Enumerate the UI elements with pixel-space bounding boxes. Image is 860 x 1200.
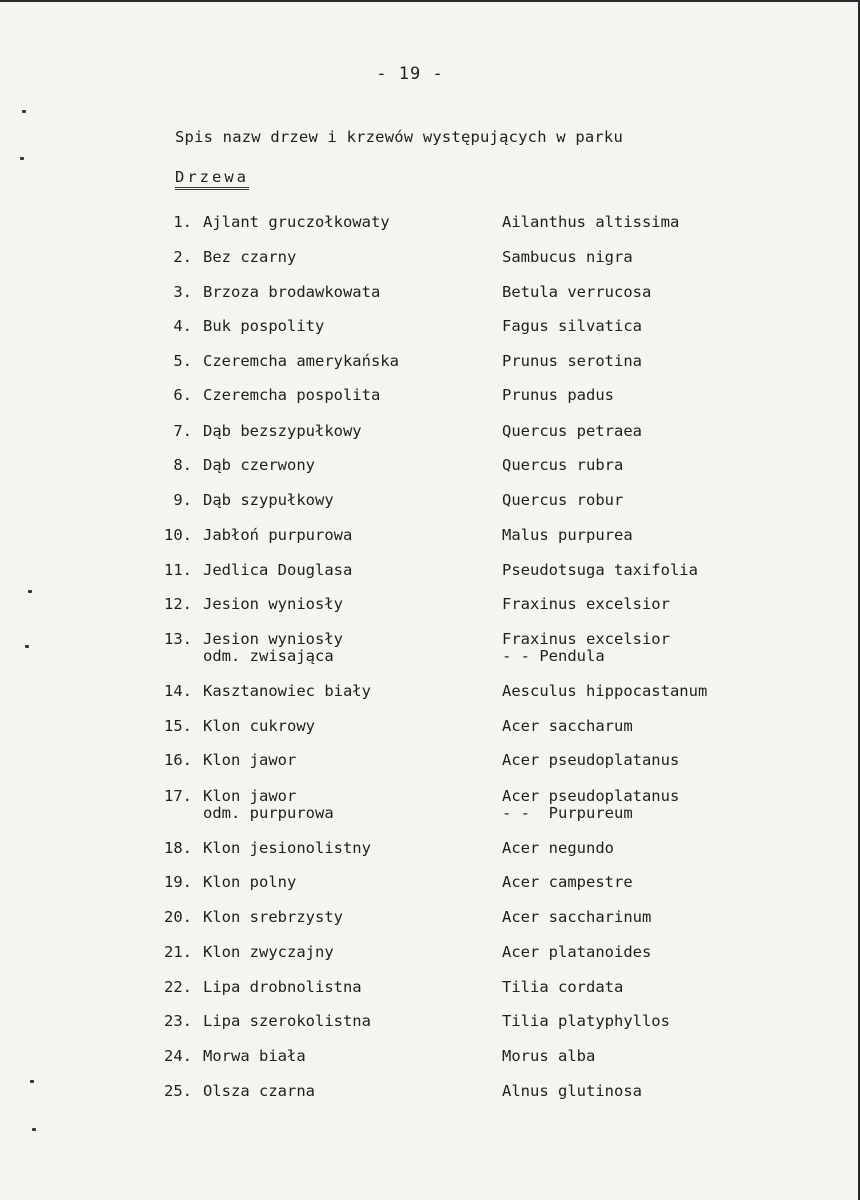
polish-name — [203, 214, 390, 231]
page-number: - 19 - — [376, 64, 444, 84]
polish-name — [203, 492, 334, 509]
polish-name-line: Klon jesionolistny — [203, 839, 371, 857]
polish-name-line: Buk pospolity — [203, 317, 325, 335]
latin-name — [502, 909, 651, 926]
latin-name-line: Quercus petraea — [502, 422, 642, 440]
latin-name-line: Acer pseudoplatanus — [502, 751, 680, 769]
polish-name — [203, 788, 334, 822]
latin-name — [502, 457, 623, 474]
latin-name-line: Prunus padus — [502, 386, 614, 404]
entry-number: 15. — [164, 717, 192, 735]
polish-name-line: Dąb szypułkowy — [203, 491, 334, 509]
latin-name — [502, 492, 623, 509]
latin-name-line: - - Purpureum — [502, 804, 633, 822]
latin-name — [502, 631, 670, 665]
latin-name-line: Acer pseudoplatanus — [502, 787, 680, 805]
latin-name — [502, 214, 679, 231]
polish-name — [203, 840, 371, 857]
polish-name-line: Klon polny — [203, 873, 297, 891]
latin-name — [502, 1048, 595, 1065]
polish-name-line: Klon zwyczajny — [203, 943, 334, 961]
latin-name — [502, 1013, 670, 1030]
latin-name-line: Quercus rubra — [502, 456, 624, 474]
entry-number: 23. — [164, 1012, 192, 1030]
entry-number: 7. — [173, 422, 192, 440]
entry-number: 10. — [164, 526, 192, 544]
latin-name — [502, 353, 642, 370]
polish-name — [203, 284, 380, 301]
polish-name-line: odm. purpurowa — [203, 804, 334, 822]
list-heading: Spis nazw drzew i krzewów występujących w parku — [175, 128, 623, 146]
latin-name — [502, 249, 633, 266]
polish-name-line: Jabłoń purpurowa — [203, 526, 353, 544]
latin-name-line: - - Pendula — [502, 647, 605, 665]
entry-number: 17. — [164, 787, 192, 805]
latin-name-line: Tilia platyphyllos — [502, 1012, 670, 1030]
latin-name — [502, 562, 698, 579]
polish-name — [203, 1048, 306, 1065]
latin-name — [502, 683, 707, 700]
polish-name-line: Jesion wyniosły — [203, 595, 343, 613]
latin-name-line: Pseudotsuga taxifolia — [502, 561, 698, 579]
polish-name — [203, 979, 362, 996]
latin-name-line: Sambucus nigra — [502, 248, 633, 266]
polish-name-line: Czeremcha amerykańska — [203, 352, 399, 370]
polish-name-line: Dąb bezszypułkowy — [203, 422, 362, 440]
polish-name — [203, 631, 343, 665]
latin-name — [502, 1083, 642, 1100]
entry-number: 16. — [164, 751, 192, 769]
latin-name-line: Fraxinus excelsior — [502, 595, 670, 613]
entry-number: 24. — [164, 1047, 192, 1065]
entry-number: 21. — [164, 943, 192, 961]
latin-name-line: Acer negundo — [502, 839, 614, 857]
section-label-trees: Drzewa — [175, 168, 249, 190]
entry-number: 12. — [164, 595, 192, 613]
latin-name — [502, 840, 614, 857]
polish-name-line: Brzoza brodawkowata — [203, 283, 381, 301]
latin-name-line: Malus purpurea — [502, 526, 633, 544]
polish-name — [203, 596, 343, 613]
polish-name — [203, 457, 315, 474]
polish-name — [203, 318, 324, 335]
polish-name — [203, 249, 296, 266]
latin-name-line: Acer saccharinum — [502, 908, 652, 926]
latin-name-line: Acer saccharum — [502, 717, 633, 735]
latin-name — [502, 284, 651, 301]
entry-number: 13. — [164, 630, 192, 648]
polish-name — [203, 718, 315, 735]
polish-name-line: Klon cukrowy — [203, 717, 315, 735]
polish-name — [203, 944, 334, 961]
polish-name-line: Lipa drobnolistna — [203, 978, 362, 996]
polish-name-line: Klon jawor — [203, 751, 297, 769]
polish-name-line: Olsza czarna — [203, 1082, 315, 1100]
latin-name — [502, 752, 679, 769]
polish-name-line: odm. zwisająca — [203, 647, 334, 665]
polish-name — [203, 909, 343, 926]
entry-number: 20. — [164, 908, 192, 926]
entry-number: 2. — [173, 248, 192, 266]
latin-name-line: Acer platanoides — [502, 943, 652, 961]
polish-name-line: Bez czarny — [203, 248, 297, 266]
polish-name-line: Czeremcha pospolita — [203, 386, 381, 404]
entry-number: 14. — [164, 682, 192, 700]
latin-name — [502, 527, 633, 544]
polish-name-line: Kasztanowiec biały — [203, 682, 371, 700]
latin-name — [502, 387, 614, 404]
latin-name — [502, 944, 651, 961]
latin-name-line: Aesculus hippocastanum — [502, 682, 708, 700]
latin-name — [502, 979, 623, 996]
entry-number: 22. — [164, 978, 192, 996]
latin-name — [502, 718, 633, 735]
latin-name-line: Quercus robur — [502, 491, 624, 509]
latin-name-line: Betula verrucosa — [502, 283, 652, 301]
polish-name-line: Jedlica Douglasa — [203, 561, 353, 579]
latin-name — [502, 318, 642, 335]
polish-name — [203, 562, 352, 579]
latin-name — [502, 874, 633, 891]
latin-name-line: Fagus silvatica — [502, 317, 642, 335]
entry-number: 9. — [173, 491, 192, 509]
latin-name-line: Alnus glutinosa — [502, 1082, 642, 1100]
polish-name — [203, 874, 296, 891]
polish-name-line: Dąb czerwony — [203, 456, 315, 474]
polish-name — [203, 1083, 315, 1100]
latin-name — [502, 788, 679, 822]
entry-number: 4. — [173, 317, 192, 335]
polish-name-line: Klon srebrzysty — [203, 908, 343, 926]
polish-name — [203, 683, 371, 700]
entry-number: 25. — [164, 1082, 192, 1100]
polish-name — [203, 353, 399, 370]
entry-number: 8. — [173, 456, 192, 474]
latin-name-line: Ailanthus altissima — [502, 213, 680, 231]
polish-name — [203, 527, 352, 544]
polish-name — [203, 387, 380, 404]
polish-name — [203, 1013, 371, 1030]
latin-name-line: Morus alba — [502, 1047, 596, 1065]
entry-number: 19. — [164, 873, 192, 891]
latin-name — [502, 596, 670, 613]
latin-name-line: Prunus serotina — [502, 352, 642, 370]
entry-number: 3. — [173, 283, 192, 301]
entry-number: 18. — [164, 839, 192, 857]
latin-name-line: Acer campestre — [502, 873, 633, 891]
entry-number: 6. — [173, 386, 192, 404]
entry-number: 11. — [164, 561, 192, 579]
polish-name-line: Jesion wyniosły — [203, 630, 343, 648]
latin-name — [502, 423, 642, 440]
polish-name-line: Lipa szerokolistna — [203, 1012, 371, 1030]
latin-name-line: Tilia cordata — [502, 978, 624, 996]
polish-name-line: Ajlant gruczołkowaty — [203, 213, 390, 231]
polish-name — [203, 423, 362, 440]
polish-name — [203, 752, 296, 769]
entry-number: 1. — [173, 213, 192, 231]
entry-number: 5. — [173, 352, 192, 370]
polish-name-line: Klon jawor — [203, 787, 297, 805]
polish-name-line: Morwa biała — [203, 1047, 306, 1065]
latin-name-line: Fraxinus excelsior — [502, 630, 670, 648]
